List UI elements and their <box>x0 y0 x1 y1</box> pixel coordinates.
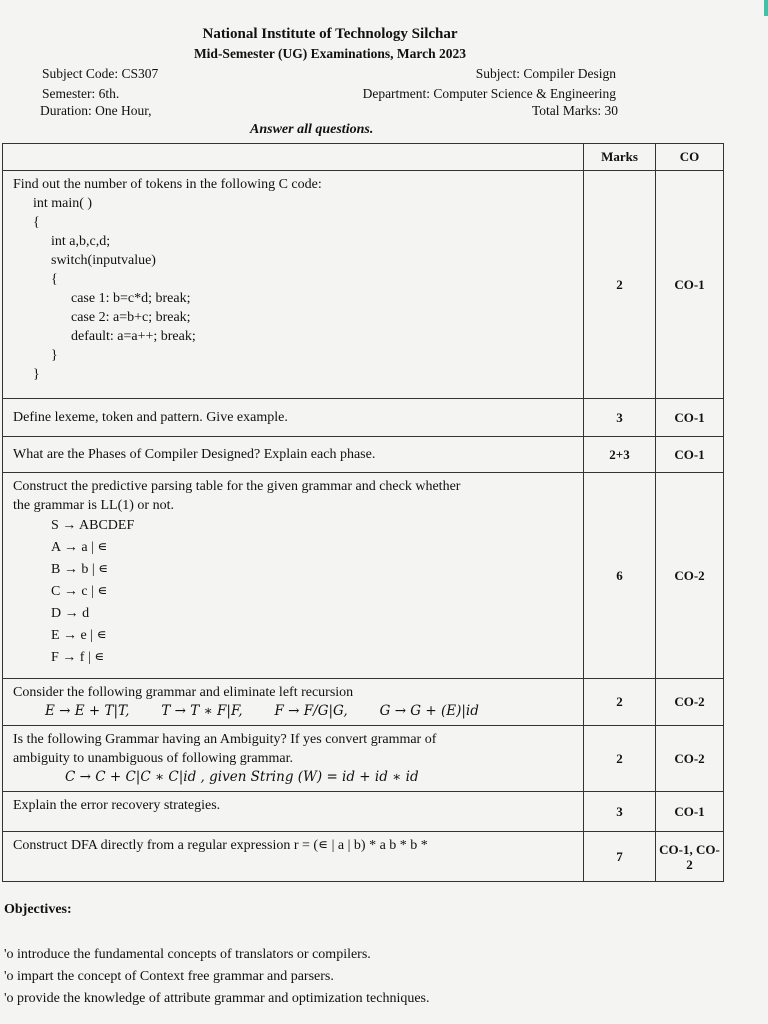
question-text: What are the Phases of Compiler Designed? Explain each phase. <box>3 437 584 473</box>
question-text: Explain the error recovery strategies. <box>3 792 584 832</box>
semester: Semester: 6th. <box>42 86 120 101</box>
co-cell: CO-1, CO-2 <box>656 832 724 882</box>
code-line: case 1: b=c*d; break; <box>71 291 191 306</box>
marks-cell: 2 <box>584 679 656 726</box>
code-line: { <box>33 215 40 230</box>
production: A → a | ∊ <box>51 540 108 555</box>
objectives-list <box>4 944 430 1010</box>
objective-item: 'o impart the concept of Context free grammar and parsers. <box>4 969 334 984</box>
co-cell: CO-1 <box>656 792 724 832</box>
co-cell: CO-2 <box>656 473 724 679</box>
question-header <box>3 144 584 171</box>
marks-cell: 2+3 <box>584 437 656 473</box>
question-row-5 <box>3 679 724 726</box>
production: T → T ∗ F|F, <box>161 703 243 719</box>
question-line: Consider the following grammar and eliminate left recursion <box>13 685 354 700</box>
code-line: } <box>51 348 58 363</box>
marks-header: Marks <box>584 144 656 171</box>
co-cell: CO-2 <box>656 726 724 792</box>
question-row-2 <box>3 399 724 437</box>
code-line: { <box>51 272 58 287</box>
questions-table <box>2 143 724 882</box>
production: F → f | ∊ <box>51 650 105 665</box>
production: B → b | ∊ <box>51 562 109 577</box>
question-row-3 <box>3 437 724 473</box>
co-cell: CO-1 <box>656 399 724 437</box>
question-text: Construct DFA directly from a regular expression r = (∊ | a | b) * a b * b * <box>3 832 584 882</box>
instruction: Answer all questions. <box>250 122 374 137</box>
institute-name: National Institute of Technology Silchar <box>202 26 458 42</box>
total-marks: Total Marks: 30 <box>531 103 618 118</box>
question-row-7 <box>3 792 724 832</box>
question-row-4 <box>3 473 724 679</box>
code-line: switch(inputvalue) <box>51 253 156 268</box>
production: F → F/G|G, <box>274 703 348 719</box>
code-line: default: a=a++; break; <box>71 329 196 344</box>
code-line: int main( ) <box>33 196 93 211</box>
department: Department: Computer Science & Engineering <box>362 86 616 101</box>
production: G → G + (E)|id <box>379 703 479 719</box>
code-line: } <box>33 367 40 382</box>
question-line: Find out the number of tokens in the following C code: <box>13 177 322 192</box>
question-text: Define lexeme, token and pattern. Give example. <box>3 399 584 437</box>
subject-name: Subject: Compiler Design <box>475 66 616 81</box>
production: E → E + T|T, <box>45 703 130 719</box>
table-header-row <box>3 144 724 171</box>
objective-item: 'o introduce the fundamental concepts of translators or compilers. <box>4 947 371 962</box>
objective-item: 'o provide the knowledge of attribute grammar and optimization techniques. <box>4 991 430 1006</box>
marks-cell: 3 <box>584 399 656 437</box>
grammar-formula: C → C + C|C ∗ C|id , given String (W) = id + id ∗ id <box>65 769 419 785</box>
question-text <box>3 726 584 792</box>
co-header: CO <box>656 144 724 171</box>
question-text <box>3 679 584 726</box>
marks-cell: 7 <box>584 832 656 882</box>
marks-cell: 2 <box>584 171 656 399</box>
production: C → c | ∊ <box>51 584 108 599</box>
objectives-heading: Objectives: <box>4 902 72 917</box>
marks-cell: 3 <box>584 792 656 832</box>
question-line: Is the following Grammar having an Ambiguity? If yes convert grammar of <box>13 732 437 747</box>
co-cell: CO-2 <box>656 679 724 726</box>
question-line: ambiguity to unambiguous of following grammar. <box>13 751 293 766</box>
marks-cell: 6 <box>584 473 656 679</box>
production: D → d <box>51 606 90 621</box>
question-text <box>3 171 584 399</box>
question-row-6 <box>3 726 724 792</box>
code-line: case 2: a=b+c; break; <box>71 310 191 325</box>
production: S → ABCDEF <box>51 518 135 533</box>
marks-cell: 2 <box>584 726 656 792</box>
question-row-8 <box>3 832 724 882</box>
question-line: Construct the predictive parsing table for the given grammar and check whether <box>13 479 461 494</box>
paper-header <box>0 26 660 62</box>
exam-title: Mid-Semester (UG) Examinations, March 2023 <box>193 46 467 61</box>
code-line: int a,b,c,d; <box>51 234 111 249</box>
co-cell: CO-1 <box>656 437 724 473</box>
production: E → e | ∊ <box>51 628 107 643</box>
duration: Duration: One Hour, <box>40 103 152 118</box>
question-row-1 <box>3 171 724 399</box>
subject-code: Subject Code: CS307 <box>42 66 159 81</box>
edge-color-mark <box>764 0 768 16</box>
co-cell: CO-1 <box>656 171 724 399</box>
question-text <box>3 473 584 679</box>
question-line: the grammar is LL(1) or not. <box>13 498 174 513</box>
